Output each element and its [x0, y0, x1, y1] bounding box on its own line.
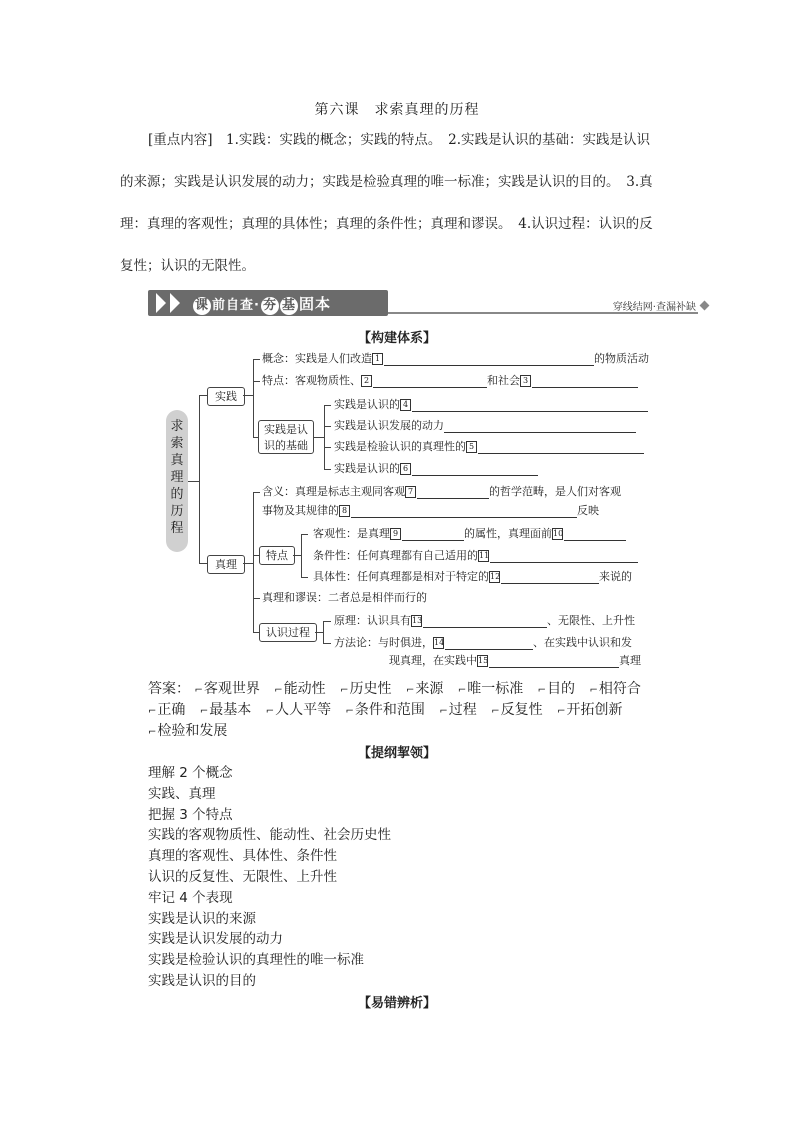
lesson-title: 第六课 求索真理的历程	[314, 102, 480, 118]
bracket-icon: ⌐	[274, 685, 283, 696]
list-item: 把握 3 个特点	[148, 806, 233, 823]
list-item: 牢记 4 个表现	[148, 889, 233, 906]
chevron-icon	[156, 293, 166, 313]
intro-line-4: 复性；认识的无限性。	[120, 258, 255, 274]
banner-subtitle: 穿线结网·查漏补缺	[612, 302, 696, 313]
concept-line: 概念：实践是人们改造 1 的物质活动	[262, 352, 649, 365]
meaning-line-1: 含义：真理是标志主观同客观 7 的哲学范畴，是人们对客观	[262, 485, 621, 498]
section-banner	[148, 290, 708, 320]
chevron-icon	[170, 293, 180, 313]
outline-list	[148, 763, 391, 992]
bracket-icon: ⌐	[345, 706, 354, 717]
list-item: 真理的客观性、具体性、条件性	[148, 848, 337, 865]
feature-line: 特点：客观物质性、 2 和社会 3	[262, 374, 638, 388]
feature-concrete: 具体性：任何真理都是相对于特定的12 来说的	[313, 570, 632, 583]
mindmap-root: 求 索 真 理 的 历 程	[166, 410, 188, 552]
intro-line-3: 理：真理的客观性；真理的具体性；真理的条件性；真理和谬误。 4.认识过程：认识的反	[120, 216, 653, 232]
feature-conditional: 条件性：任何真理都有自己适用的11	[313, 549, 638, 563]
answers-line-2: ⌐正确 ⌐最基本 ⌐人人平等 ⌐条件和范围 ⌐过程 ⌐反复性 ⌐开拓创新	[148, 700, 622, 722]
intro-line-2: 的来源；实践是认识发展的动力；实践是检验真理的唯一标准；实践是认识的目的。 3.真	[120, 174, 653, 190]
bracket-icon: ⌐	[589, 685, 598, 696]
process-principle: 原理：认识具有13 、无限性、上升性	[334, 614, 635, 627]
bracket-icon: ⌐	[537, 685, 547, 696]
list-item: 认识的反复性、无限性、上升性	[148, 868, 337, 885]
bracket-icon: ⌐	[148, 727, 157, 738]
diamond-icon	[700, 301, 710, 311]
list-item: 实践是认识的目的	[148, 972, 256, 989]
answers-line-1: 答案： ⌐客观世界 ⌐能动性 ⌐历史性 ⌐来源 ⌐唯一标准 ⌐目的 ⌐相符合	[148, 679, 641, 701]
list-item: 实践是检验认识的真理性的唯一标准	[148, 952, 364, 969]
intro-line-1: [重点内容] 1.实践：实践的概念；实践的特点。 2.实践是认识的基础：实践是认识	[148, 132, 651, 148]
bracket-icon: ⌐	[557, 706, 566, 717]
feature-objective: 客观性：是真理 9 的属性，真理面前10	[313, 527, 626, 541]
section-heading-errors: 【易错辨析】	[357, 996, 436, 1011]
list-item: 实践是认识的来源	[148, 910, 256, 927]
section-heading-system: 【构建体系】	[357, 331, 436, 346]
bracket-icon: ⌐	[491, 706, 500, 717]
answers-line-3: ⌐检验和发展	[148, 721, 237, 743]
bracket-icon: ⌐	[340, 685, 349, 696]
list-item: 实践、真理	[148, 785, 216, 802]
basis-line-1: 实践是认识的 4	[334, 398, 648, 412]
node-practice: 实践	[207, 387, 245, 406]
bracket-icon: ⌐	[265, 706, 275, 717]
bracket-icon: ⌐	[199, 706, 209, 717]
meaning-line-2: 事物及其规律的 8 反映	[262, 504, 599, 517]
node-practice-basis: 实践是认识的基础	[258, 420, 314, 454]
bracket-icon: ⌐	[439, 706, 448, 717]
process-method-1: 方法论：与时俱进，14 、在实践中认识和发	[334, 636, 632, 649]
basis-line-3: 实践是检验认识的真理性的 5	[334, 440, 644, 454]
node-features: 特点	[259, 546, 295, 565]
key-content-label: [重点内容]	[148, 132, 213, 148]
bracket-icon: ⌐	[194, 685, 203, 696]
list-item: 理解 2 个概念	[148, 765, 233, 781]
process-method-2: 现真理，在实践中15 真理	[389, 654, 641, 667]
node-cognition-process: 认识过程	[259, 623, 317, 642]
basis-line-2: 实践是认识发展的动力	[334, 419, 636, 433]
list-item: 实践的客观物质性、能动性、社会历史性	[148, 827, 391, 844]
bracket-icon: ⌐	[457, 685, 467, 696]
section-heading-outline: 【提纲挈领】	[357, 746, 436, 761]
bracket-icon: ⌐	[405, 685, 415, 696]
banner-title: 课 前自查· 夯 基 固本	[194, 295, 331, 313]
basis-line-4: 实践是认识的 6	[334, 462, 538, 476]
bracket-icon: ⌐	[148, 706, 157, 717]
list-item: 实践是认识发展的动力	[148, 931, 283, 948]
node-truth: 真理	[207, 555, 245, 574]
truth-error-line: 真理和谬误：二者总是相伴而行的	[262, 591, 427, 604]
